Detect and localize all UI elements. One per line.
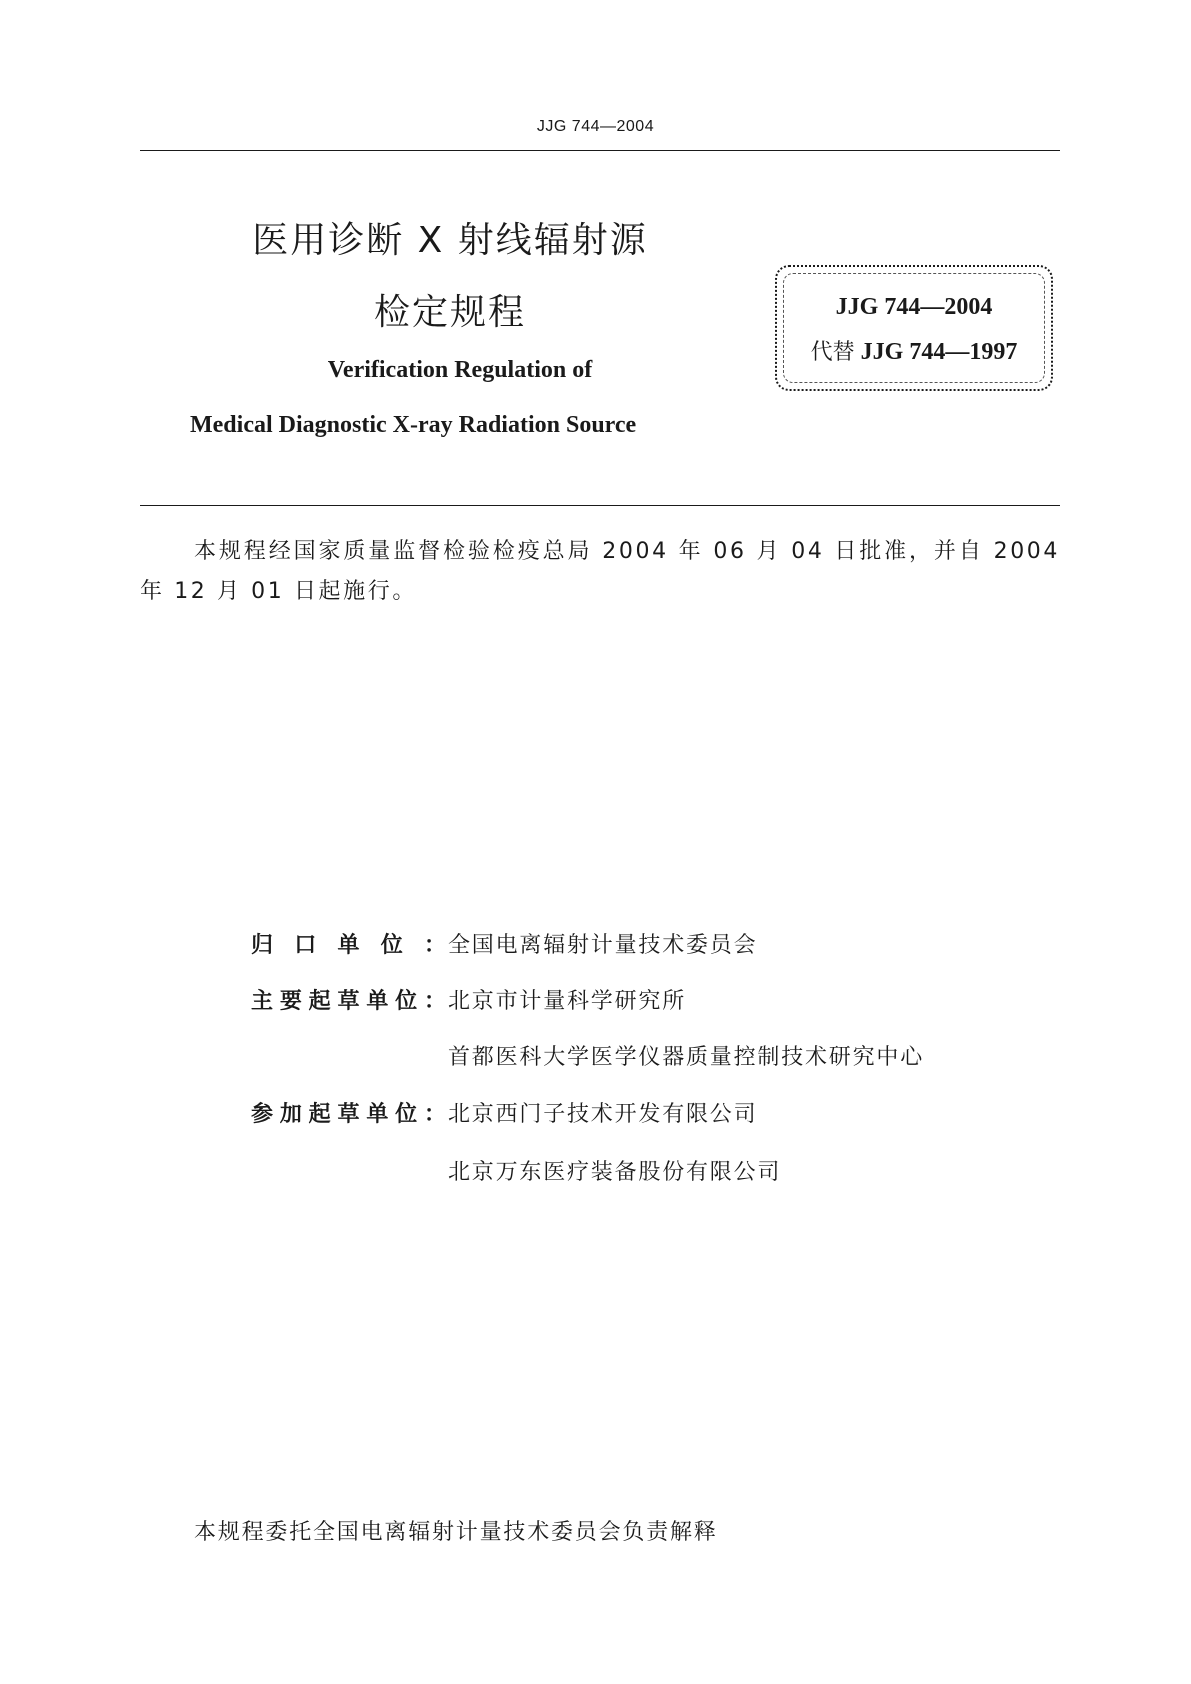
title-cn-line1: 医用诊断 X 射线辐射源 <box>252 220 648 261</box>
main-drafting-label: 主要起草单位： <box>251 989 446 1014</box>
title-en-line2: Medical Diagnostic X-ray Radiation Source <box>190 412 637 438</box>
main-drafting-row-2 <box>0 1040 1191 1070</box>
title-rule <box>140 505 1060 506</box>
approval-statement: 本规程经国家质量监督检验检疫总局 2004 年 06 月 04 日批准，并自 2004 年 12 月 01 日起施行。 <box>140 539 1060 604</box>
participating-drafting-label: 参加起草单位： <box>251 1102 446 1127</box>
replaces-prefix: 代替 <box>810 340 855 365</box>
title-en-line1: Verification Regulation of <box>327 357 593 383</box>
participating-drafting-row <box>0 1097 1191 1127</box>
replaces-code: JJG 744—1997 <box>860 339 1018 365</box>
responsible-unit-row <box>0 928 1191 958</box>
code-box-inner-border <box>783 273 1045 383</box>
standard-code: JJG 744—2004 <box>835 294 993 320</box>
participating-drafting-row-2 <box>0 1155 1191 1185</box>
responsible-unit-label: 归口单位： <box>251 933 446 958</box>
interpretation-note: 本规程委托全国电离辐射计量技术委员会负责解释 <box>194 1520 718 1545</box>
main-drafting-value-2: 首都医科大学医学仪器质量控制技术研究中心 <box>448 1045 925 1070</box>
header-rule <box>140 150 1060 151</box>
participating-drafting-value-1: 北京西门子技术开发有限公司 <box>448 1102 758 1127</box>
responsible-unit-value: 全国电离辐射计量技术委员会 <box>448 933 758 958</box>
standard-code-box <box>775 265 1053 391</box>
title-cn-line2: 检定规程 <box>373 292 526 333</box>
running-header: JJG 744—2004 <box>536 118 655 135</box>
main-drafting-row <box>0 984 1191 1014</box>
main-drafting-value-1: 北京市计量科学研究所 <box>448 989 687 1014</box>
participating-drafting-value-2: 北京万东医疗装备股份有限公司 <box>448 1160 782 1185</box>
replaces-code-line <box>777 335 1051 366</box>
